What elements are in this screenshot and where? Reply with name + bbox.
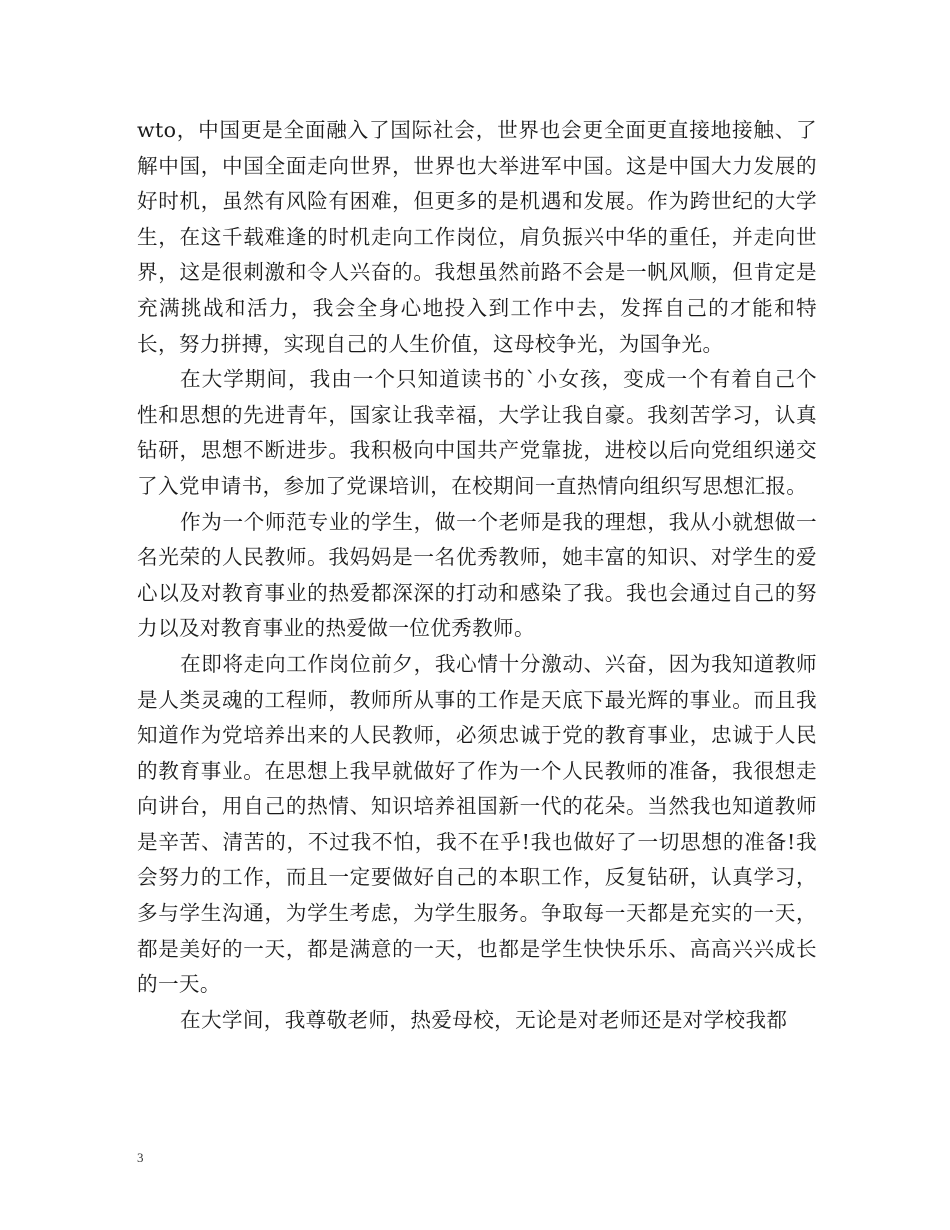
page-number: 3: [137, 1150, 144, 1165]
body-text: [137, 113, 817, 1038]
paragraph-respect-teachers: 在大学间，我尊敬老师，热爱母校，无论是对老师还是对学校我都: [180, 1007, 788, 1032]
paragraph-teacher-ideal: 作为一个师范专业的学生，做一个老师是我的理想，我从小就想做一名光荣的人民教师。我妈妈是一名优秀教师，她丰富的知识、对学生的爱心以及对教育事业的热爱都深深的打动和感染了我。我也会通过自己的努力以及对教育事业的热爱做一位优秀教师。: [137, 509, 817, 641]
paragraph-before-work: 在即将走向工作岗位前夕，我心情十分激动、兴奋，因为我知道教师是人类灵魂的工程师，教师所从事的工作是天底下最光辉的事业。而且我知道作为党培养出来的人民教师，必须忠诚于党的教育事业，忠诚于人民的教育事业。在思想上我早就做好了作为一个人民教师的准备，我很想走向讲台，用自己的热情、知识培养祖国新一代的花朵。当然我也知道教师是辛苦、清苦的，不过我不怕，我不在乎!我也做好了一切思想的准备!我会努力的工作，而且一定要做好自己的本职工作，反复钻研，认真学习，多与学生沟通，为学生考虑，为学生服务。争取每一天都是充实的一天，都是美好的一天，都是满意的一天，也都是学生快快乐乐、高高兴兴成长的一天。: [137, 651, 817, 997]
paragraph-continuation: wto，中国更是全面融入了国际社会，世界也会更全面更直接地接触、了解中国，中国全面走向世界，世界也大举进军中国。这是中国大力发展的好时机，虽然有风险有困难，但更多的是机遇和发展。作为跨世纪的大学生，在这千载难逢的时机走向工作岗位，肩负振兴中华的重任，并走向世界，这是很刺激和令人兴奋的。我想虽然前路不会是一帆风顺，但肯定是充满挑战和活力，我会全身心地投入到工作中去，发挥自己的才能和特长，努力拼搏，实现自己的人生价值，这母校争光，为国争光。: [137, 118, 817, 356]
paragraph-university-period: 在大学期间，我由一个只知道读书的`小女孩，变成一个有着自己个性和思想的先进青年，国家让我幸福，大学让我自豪。我刻苦学习，认真钻研，思想不断进步。我积极向中国共产党靠拢，进校以后向党组织递交了入党申请书，参加了党课培训，在校期间一直热情向组织写思想汇报。: [137, 367, 817, 498]
